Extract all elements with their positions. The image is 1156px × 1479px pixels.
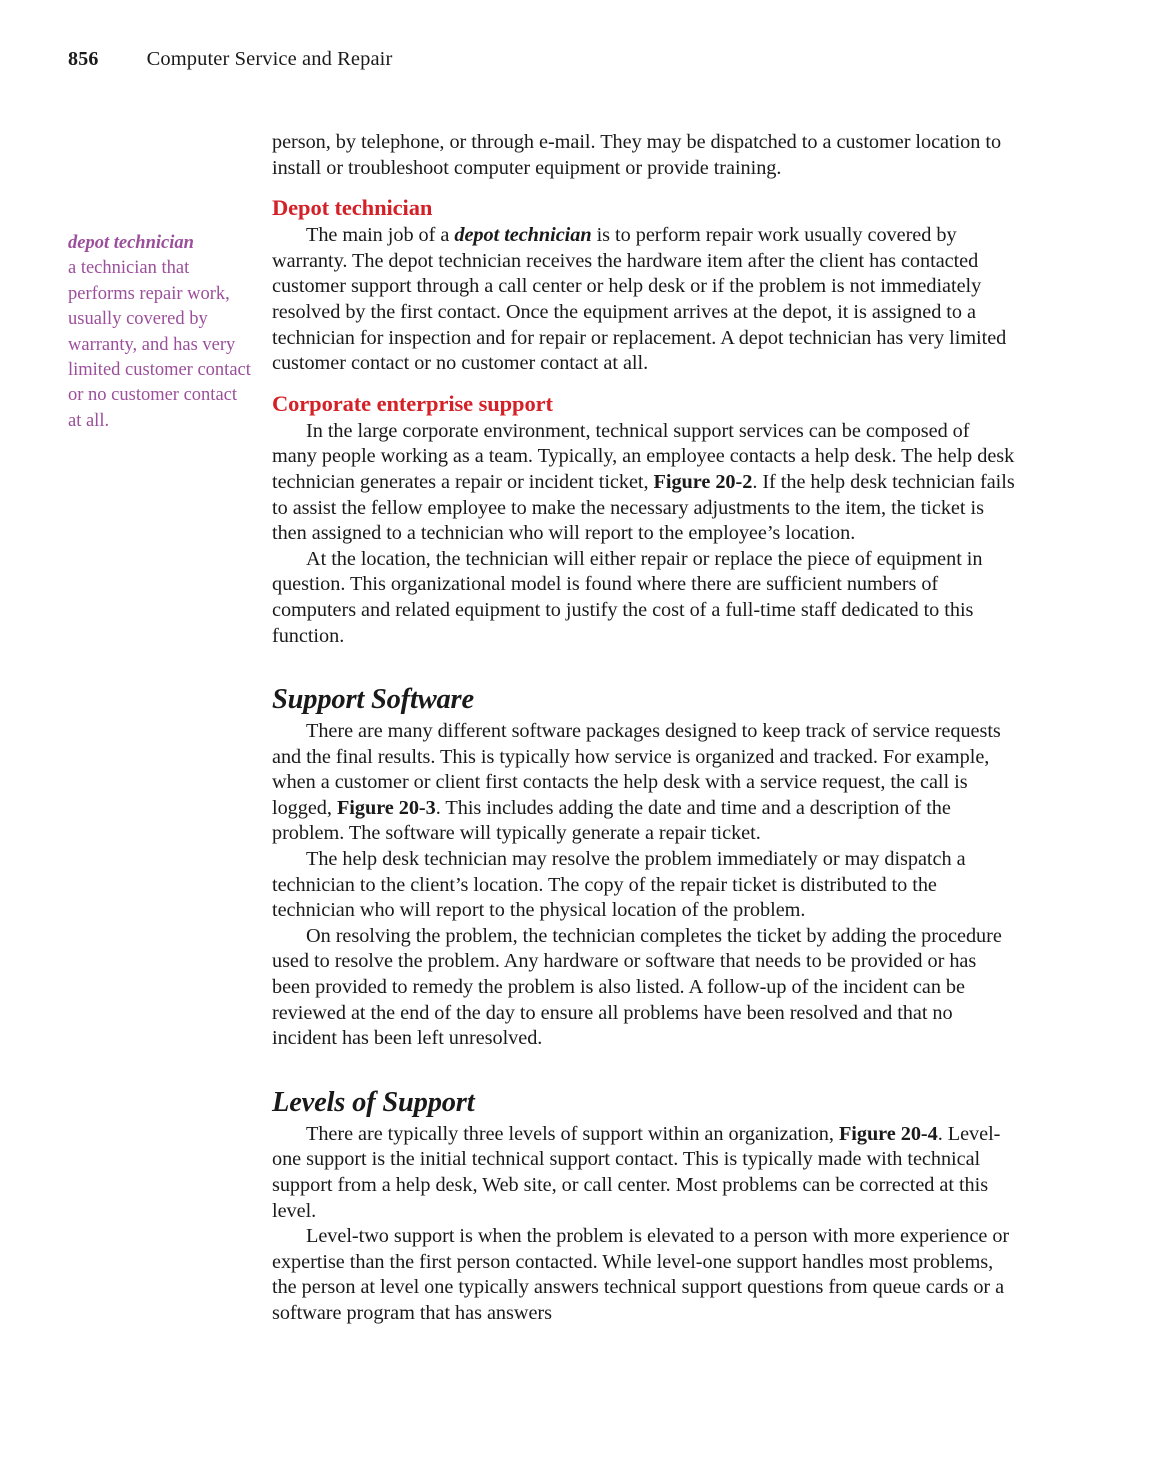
depot-term-emphasis: depot technician (454, 224, 592, 247)
support-software-text-after: . This includes adding the date and time and a description of the problem. The software will typically generate a repair ticket. (272, 796, 951, 845)
paragraph-support-software-2: The help desk technician may resolve the problem immediately or may dispatch a technician to the client’s location. The copy of the repair ticket is distributed to the technician who will report to the physical location of the problem. (272, 848, 966, 922)
heading-depot-technician: Depot technician (272, 195, 433, 221)
corporate-text-before: In the large corporate environment, technical support services can be composed of many people working as a team. Typically, an employee contacts a help desk. The help desk technician generates a repair or incident ticket, (272, 419, 1015, 493)
corporate-text-after: . If the help desk technician fails to assist the fellow employee to make the necessary adjustments to the item, the ticket is then assigned to a technician who will report to the employee’s location. (272, 470, 1015, 545)
running-head (68, 48, 392, 71)
paragraph-support-software-3: On resolving the problem, the technician completes the ticket by adding the procedure used to resolve the problem. Any hardware or software that needs to be provided or has been provided to remedy the problem is also listed. A follow-up of the incident can be reviewed at the end of the day to ensure all problems have been resolved and that no incident has been left unresolved. (272, 924, 1002, 1050)
margin-glossary-note (68, 231, 254, 434)
paragraph-levels-2: Level-two support is when the problem is elevated to a person with more experience or expertise than the first person contacted. While level-one support handles most problems, the person at level one typically answers technical support questions from queue cards or a software program that has answers (272, 1225, 1010, 1324)
glossary-term: depot technician (68, 233, 194, 253)
levels-text-before: There are typically three levels of support within an organization, (306, 1122, 839, 1145)
paragraph-depot-technician (272, 223, 1016, 377)
heading-support-software: Support Software (272, 684, 474, 716)
depot-text-before: The main job of a (306, 224, 455, 247)
levels-text-after: . Level-one support is the initial technical support contact. This is typically made with technical support from a help desk, Web site, or call center. Most problems can be corrected at this level. (272, 1122, 1001, 1222)
glossary-definition: a technician that performs repair work, usually covered by warranty, and has very limited customer contact or no customer contact at all. (68, 258, 251, 431)
figure-reference-20-3: Figure 20-3 (336, 796, 436, 819)
figure-reference-20-2: Figure 20-2 (653, 470, 753, 493)
running-head-title: Computer Service and Repair (146, 48, 393, 70)
paragraph-levels-1 (272, 1122, 1016, 1224)
paragraph-corporate-support (272, 419, 1016, 547)
main-text-column (272, 130, 1016, 1327)
support-software-text-before: There are many different software packages designed to keep track of service requests and the final results. This is typically how service is organized and tracked. For example, when a customer or client first contacts the help desk with a service request, the call is logged, (272, 720, 1001, 819)
page-number: 856 (68, 48, 99, 70)
heading-corporate-enterprise-support: Corporate enterprise support (272, 390, 553, 416)
paragraph-corporate-support-2: At the location, the technician will either repair or replace the piece of equipment in question. This organizational model is found where there are sufficient numbers of computers and related equipment to justify the cost of a full-time staff dedicated to this function. (272, 547, 983, 647)
heading-levels-of-support: Levels of Support (272, 1086, 475, 1118)
paragraph-support-software-1 (272, 719, 1016, 847)
figure-reference-20-4: Figure 20-4 (838, 1122, 938, 1145)
depot-text-after: is to perform repair work usually covered by warranty. The depot technician receives the hardware item after the client has contacted customer support through a call center or help desk or if the problem is not immediately resolved by the first contact. Once the equipment arrives at the depot, it is assigned to a technician for inspection and for repair or replacement. A depot technician has very limited customer contact or no customer contact at all. (272, 224, 1007, 375)
intro-paragraph: person, by telephone, or through e-mail. They may be dispatched to a customer location to install or troubleshoot computer equipment or provide training. (272, 131, 1002, 179)
